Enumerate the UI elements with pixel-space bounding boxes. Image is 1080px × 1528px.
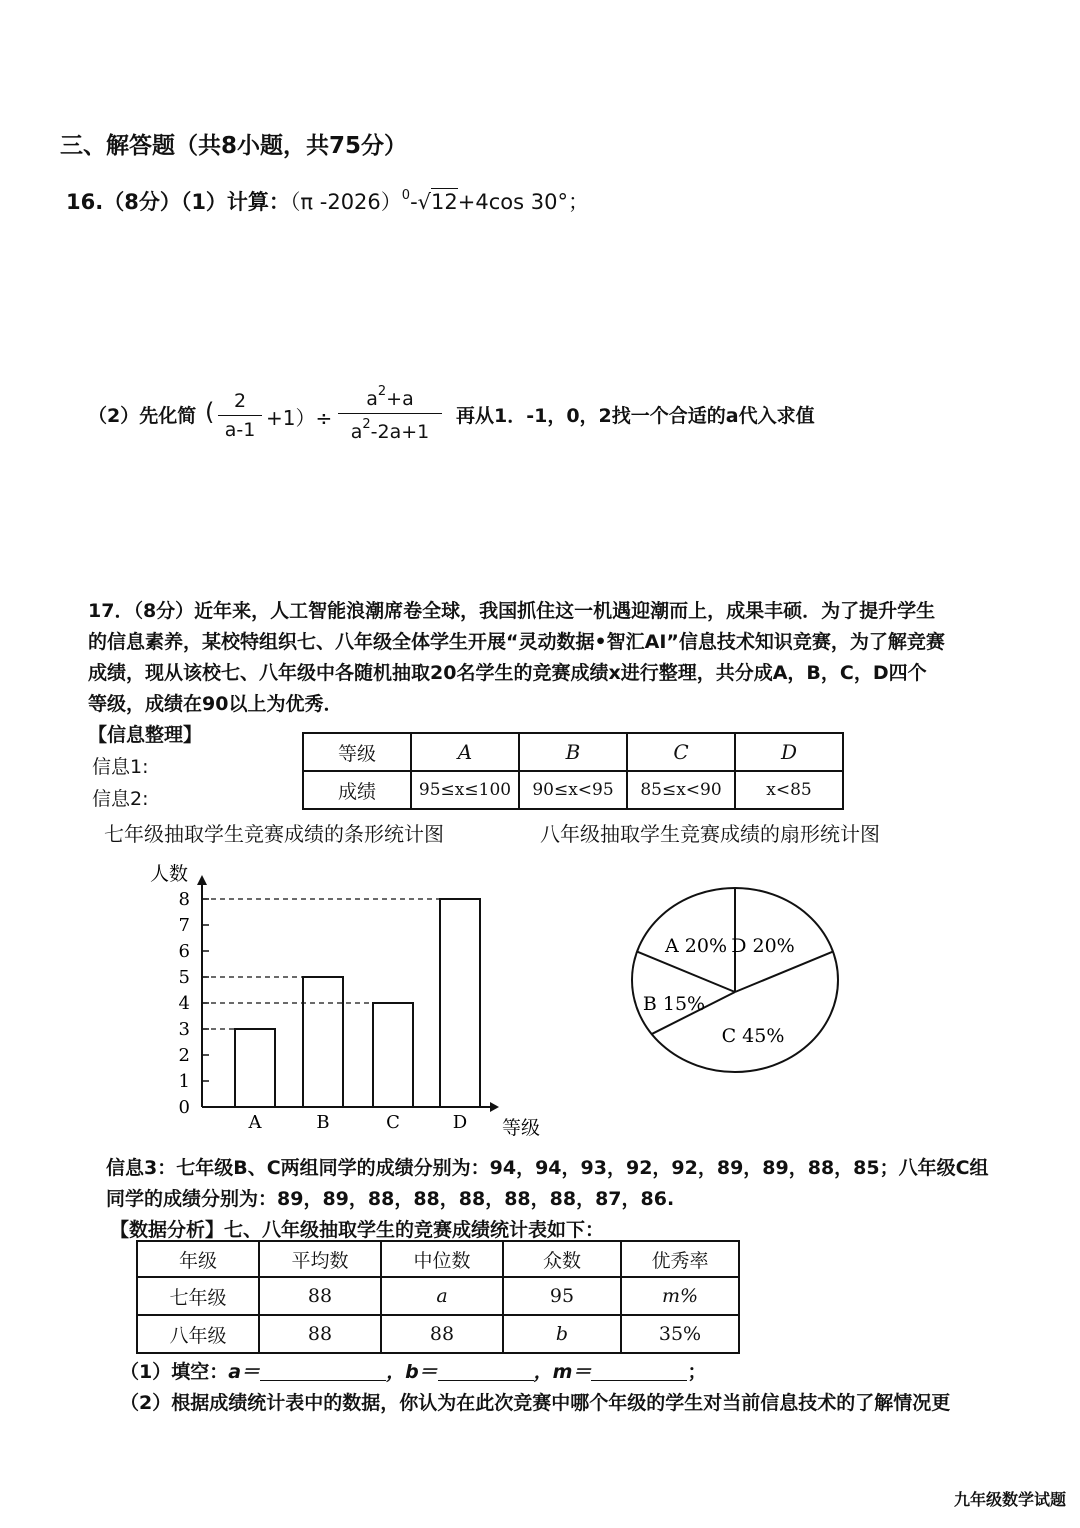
pie-divider bbox=[637, 952, 735, 992]
q16-label: 16.（8分）（1）计算： bbox=[66, 190, 290, 214]
score-range-C: 85≤x<90 bbox=[627, 771, 735, 809]
q16-line1: 16.（8分）（1）计算：（π -2026）$^0$-√12+4cos 30°； bbox=[66, 188, 589, 214]
q16-part2-label: （2）先化简 bbox=[88, 405, 197, 427]
info2-label: 信息2: bbox=[92, 788, 149, 810]
stats-row8-excellent: 35% bbox=[621, 1315, 739, 1353]
q16-expr-b: +4cos 30°； bbox=[457, 190, 589, 214]
pie-label-B: B 15% bbox=[642, 993, 706, 1015]
stats-header-excellent: 优秀率 bbox=[621, 1241, 739, 1277]
pie-label-C: C 45% bbox=[721, 1025, 785, 1047]
footer-text: 九年级数学试题 bbox=[954, 1490, 1067, 1509]
y-tick-label: 5 bbox=[178, 967, 190, 988]
x-tick-label: A bbox=[248, 1112, 262, 1133]
stats-header-median: 中位数 bbox=[381, 1241, 503, 1277]
section-title: 三、解答题（共8小题，共75分） bbox=[60, 133, 408, 159]
stats-header-mode: 众数 bbox=[503, 1241, 621, 1277]
bar-D bbox=[440, 899, 480, 1107]
f2-den-rest: -2a+1 bbox=[370, 421, 430, 443]
analysis-heading: 【数据分析】七、八年级抽取学生的竞赛成绩统计表如下： bbox=[110, 1219, 605, 1241]
stats-row8-grade: 八年级 bbox=[137, 1315, 259, 1353]
stats-row7-excellent: m% bbox=[621, 1277, 739, 1315]
stats-table bbox=[136, 1240, 740, 1354]
x-axis-arrow bbox=[490, 1102, 499, 1112]
f2-num-base: a bbox=[366, 388, 378, 410]
fill-a-label: a＝ bbox=[228, 1361, 261, 1383]
score-header-label: 成绩 bbox=[303, 771, 411, 809]
stats-row8-mean: 88 bbox=[259, 1315, 381, 1353]
grade-B: B bbox=[519, 733, 627, 771]
grade-A: A bbox=[411, 733, 519, 771]
y-tick-label: 6 bbox=[178, 941, 190, 962]
pie-chart-caption: 八年级抽取学生竞赛成绩的扇形统计图 bbox=[540, 822, 880, 846]
y-tick-label: 4 bbox=[178, 993, 190, 1014]
x-tick-label: C bbox=[386, 1112, 400, 1133]
stats-row7-mean: 88 bbox=[259, 1277, 381, 1315]
y-tick-label: 1 bbox=[178, 1071, 190, 1092]
y-tick-label: 7 bbox=[178, 915, 190, 936]
x-axis-label: 等级 bbox=[502, 1117, 541, 1139]
q16-expr-exp: 0 bbox=[401, 188, 411, 203]
f2-den-exp: 2 bbox=[362, 417, 371, 432]
fill-b-label: ，b＝ bbox=[386, 1361, 438, 1383]
fraction-2-den bbox=[338, 414, 442, 443]
score-range-A: 95≤x≤100 bbox=[411, 771, 519, 809]
q17-line2: 的信息素养，某校特组织七、八年级全体学生开展“灵动数据•智汇AI”信息技术知识竞赛，为了解竞赛 bbox=[88, 631, 945, 653]
y-tick-label: 3 bbox=[178, 1019, 190, 1040]
stats-row7-grade: 七年级 bbox=[137, 1277, 259, 1315]
bar-C bbox=[373, 1003, 413, 1107]
stats-row8-mode: b bbox=[503, 1315, 621, 1353]
stats-row7-median: a bbox=[381, 1277, 503, 1315]
info3-line2: 同学的成绩分别为：89，89，88，88，88，88，88，87，86. bbox=[106, 1188, 675, 1210]
x-tick-label: B bbox=[316, 1112, 330, 1133]
fraction-2 bbox=[338, 384, 442, 443]
stats-header-mean: 平均数 bbox=[259, 1241, 381, 1277]
q17-line4: 等级，成绩在90以上为优秀． bbox=[88, 693, 343, 715]
pie-label-D: D 20% bbox=[731, 935, 795, 957]
stats-header-grade: 年级 bbox=[137, 1241, 259, 1277]
blank-b[interactable] bbox=[438, 1362, 534, 1381]
bar-chart-caption: 七年级抽取学生竞赛成绩的条形统计图 bbox=[104, 822, 444, 846]
fraction-2-num bbox=[338, 384, 442, 414]
bar-B bbox=[303, 977, 343, 1107]
y-axis-arrow bbox=[197, 875, 207, 885]
pie-label-A: A 20% bbox=[665, 935, 727, 957]
q16-expr-minus: - bbox=[410, 190, 418, 214]
plus-one-div: +1）÷ bbox=[266, 406, 333, 430]
y-tick-label: 8 bbox=[178, 889, 190, 910]
y-axis-label: 人数 bbox=[150, 863, 189, 885]
score-range-D: x<85 bbox=[735, 771, 843, 809]
grade-header-label: 等级 bbox=[303, 733, 411, 771]
q16-expr-a: （π -2026） bbox=[289, 190, 402, 214]
bar-chart bbox=[130, 852, 570, 1142]
fill-m-label: ，m＝ bbox=[533, 1361, 592, 1383]
grade-C: C bbox=[627, 733, 735, 771]
stats-row8-median: 88 bbox=[381, 1315, 503, 1353]
grade-table bbox=[302, 732, 844, 810]
q17-line1: 17．（8分）近年来，人工智能浪潮席卷全球，我国抓住这一机遇迎潮而上，成果丰硕．为了提升学生 bbox=[88, 600, 936, 622]
q17-line3: 成绩，现从该校七、八年级中各随机抽取20名学生的竞赛成绩x进行整理，共分成A，B，C，D四个 bbox=[88, 662, 927, 684]
info1-label: 信息1: bbox=[92, 756, 149, 778]
fill-line bbox=[120, 1357, 707, 1384]
fill-label: （1）填空： bbox=[120, 1361, 229, 1383]
pie-chart bbox=[620, 880, 850, 1080]
q16-radical: 12 bbox=[431, 190, 458, 214]
f2-den-base: a bbox=[350, 421, 363, 443]
score-range-B: 90≤x<95 bbox=[519, 771, 627, 809]
blank-a[interactable] bbox=[260, 1362, 386, 1381]
pie-divider bbox=[735, 952, 833, 992]
blank-m[interactable] bbox=[591, 1362, 687, 1381]
q17-part2: （2）根据成绩统计表中的数据，你认为在此次竞赛中哪个年级的学生对当前信息技术的了解情况更 bbox=[120, 1392, 951, 1414]
q16-part2-tail: 再从1．-1，0，2找一个合适的a代入求值 bbox=[456, 405, 815, 427]
grade-D: D bbox=[735, 733, 843, 771]
fill-end: ； bbox=[687, 1361, 707, 1383]
info-org-heading: 【信息整理】 bbox=[88, 724, 203, 746]
stats-row7-mode: 95 bbox=[503, 1277, 621, 1315]
fraction-1 bbox=[218, 390, 262, 441]
fraction-1-den: a-1 bbox=[224, 419, 256, 441]
paren-open: ( bbox=[205, 398, 215, 426]
y-tick-label: 2 bbox=[178, 1045, 190, 1066]
f2-num-rest: +a bbox=[386, 388, 414, 410]
fraction-1-num: 2 bbox=[218, 390, 262, 416]
x-tick-label: D bbox=[452, 1112, 468, 1133]
y-tick-label: 0 bbox=[178, 1097, 190, 1118]
info3-line1: 信息3：七年级B、C两组同学的成绩分别为：94，94，93，92，92，89，89，88，85；八年级C组 bbox=[106, 1157, 989, 1179]
f2-num-exp: 2 bbox=[377, 384, 387, 399]
bar-A bbox=[235, 1029, 275, 1107]
